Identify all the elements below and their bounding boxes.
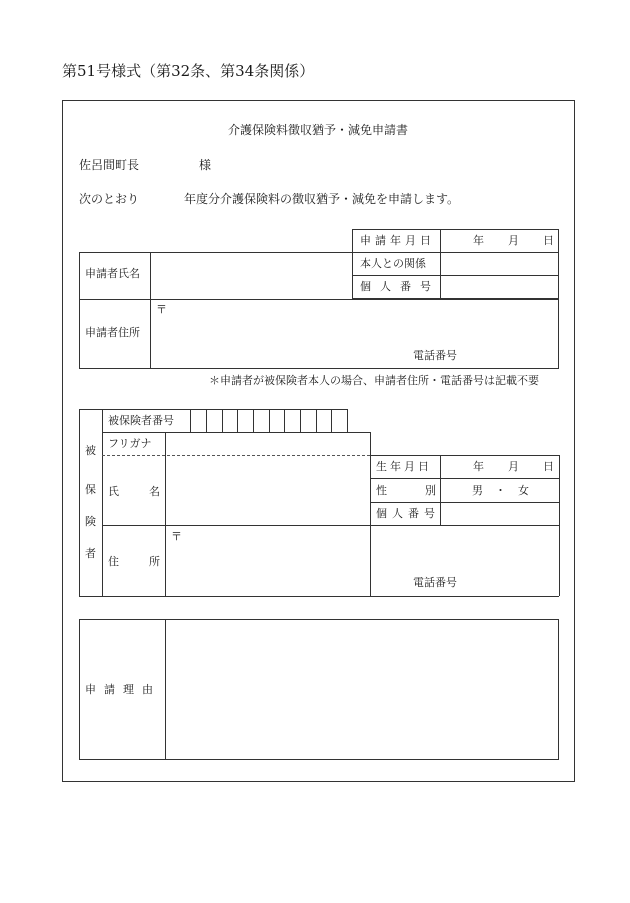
insured-number-cell <box>237 409 238 432</box>
reason-label-divider <box>165 619 166 760</box>
insured-number-cell <box>206 409 207 432</box>
relation-label: 本人との関係 <box>360 257 426 270</box>
insured-number-cell <box>300 409 301 432</box>
applicant-postal-mark: 〒 <box>156 303 167 316</box>
insured-side-char: 被 <box>85 444 96 457</box>
sex-option-female: 女 <box>518 484 529 497</box>
insured-side-divider <box>102 409 103 596</box>
insured-info-left-border <box>370 432 371 596</box>
insured-number-cell <box>347 409 348 432</box>
insured-personal-number-label: 個人番号 <box>376 507 440 520</box>
applicant-phone-label: 電話番号 <box>413 349 457 362</box>
insured-info-row-divider-1 <box>370 478 559 479</box>
applicant-personal-number-label: 個人番号 <box>360 280 440 293</box>
exemption-note: ＊申請者が被保険者本人の場合、申請者住所・電話番号は記載不要 <box>209 374 539 387</box>
intro-prefix: 次のとおり <box>79 192 140 206</box>
applicant-main-box <box>79 252 559 369</box>
applicant-label-divider <box>150 252 151 369</box>
insured-address-label-char: 住 <box>108 555 119 568</box>
form-title: 介護保険料徴収猶予・減免申請書 <box>227 123 409 137</box>
form-number-header: 第51号様式（第32条、第34条関係） <box>62 62 315 80</box>
insured-info-row-divider-2 <box>370 502 559 503</box>
addressee: 佐呂間町長 <box>79 158 140 172</box>
insured-info-col-divider <box>440 455 441 525</box>
insured-number-cell <box>331 409 332 432</box>
insured-info-top-border <box>370 455 559 456</box>
birth-month: 月 <box>508 460 519 473</box>
honorific: 様 <box>199 158 212 172</box>
insured-number-cell <box>284 409 285 432</box>
insured-label-divider <box>165 432 166 596</box>
sex-label-char: 別 <box>425 484 436 497</box>
insured-top-border <box>79 409 347 410</box>
insured-address-row-top <box>102 525 559 526</box>
application-year: 年 <box>473 234 484 247</box>
furigana-dashed-divider <box>102 455 370 456</box>
sex-option-male: 男 <box>472 484 483 497</box>
birth-day: 日 <box>543 460 554 473</box>
application-date-label: 申請年月日 <box>360 234 435 247</box>
application-month: 月 <box>508 234 519 247</box>
birth-date-label: 生年月日 <box>376 460 432 473</box>
insured-postal-mark: 〒 <box>171 530 182 543</box>
insured-side-char: 保 <box>85 483 96 496</box>
sex-label-char: 性 <box>376 484 387 497</box>
reason-label: 申請理由 <box>85 683 161 696</box>
insured-phone-label: 電話番号 <box>413 576 457 589</box>
insured-number-cell <box>316 409 317 432</box>
insured-bottom-border <box>79 596 559 597</box>
intro-suffix: 年度分介護保険料の徴収猶予・減免を申請します。 <box>184 192 460 206</box>
insured-left-border <box>79 409 80 596</box>
insured-number-row-bottom <box>102 432 370 433</box>
insured-number-cell <box>190 409 191 432</box>
insured-number-cell <box>253 409 254 432</box>
insured-address-label-char: 所 <box>149 555 160 568</box>
insured-number-label: 被保険者番号 <box>108 414 174 427</box>
applicant-info-row-divider <box>352 275 559 276</box>
furigana-label: フリガナ <box>108 437 152 450</box>
insured-name-label-char: 名 <box>149 485 160 498</box>
birth-year: 年 <box>473 460 484 473</box>
applicant-row-divider <box>79 299 559 300</box>
insured-name-label-char: 氏 <box>108 485 119 498</box>
sex-option-separator: ・ <box>495 484 506 497</box>
insured-number-cell <box>269 409 270 432</box>
insured-number-cell <box>222 409 223 432</box>
application-day: 日 <box>543 234 554 247</box>
insured-right-border <box>559 455 560 596</box>
insured-side-char: 者 <box>85 547 96 560</box>
insured-side-char: 険 <box>85 515 96 528</box>
applicant-name-label: 申請者氏名 <box>85 267 140 280</box>
applicant-address-label: 申請者住所 <box>85 326 140 339</box>
applicant-info-col-divider <box>440 229 441 299</box>
